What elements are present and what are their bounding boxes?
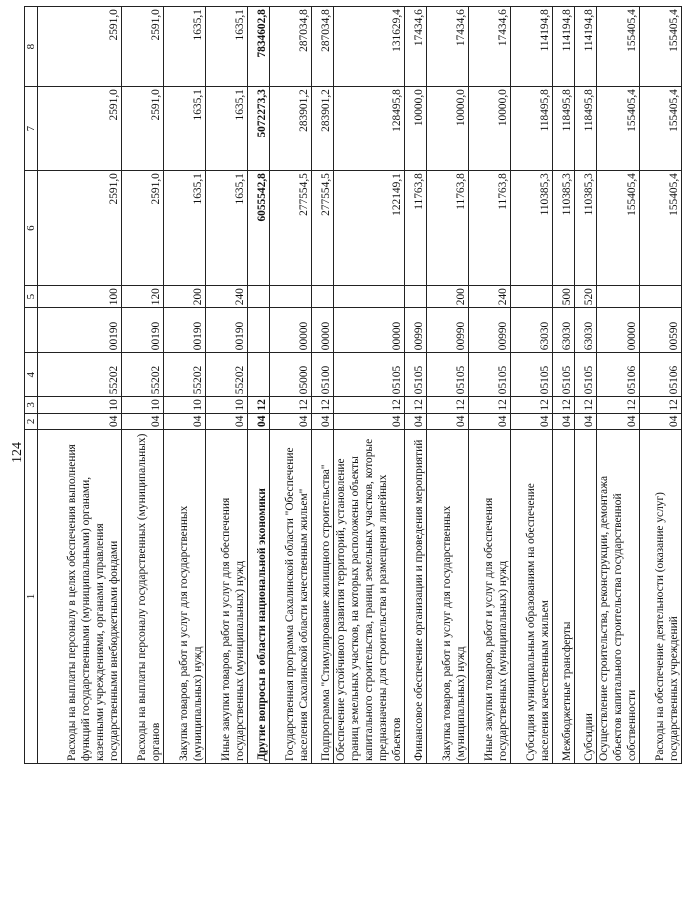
cell-pr: 12 <box>575 397 597 413</box>
cell-name: Другие вопросы в области национальной экономики <box>248 430 270 764</box>
cell-v7: 10000,0 <box>405 87 427 171</box>
cell-v6: 122149,1 <box>334 171 405 286</box>
cell-v6: 155405,4 <box>640 171 682 286</box>
cell-v8: 155405,4 <box>597 7 640 87</box>
cell-v8: 2591,0 <box>122 7 164 87</box>
table-row <box>640 7 682 764</box>
cell-pr: 12 <box>597 397 640 413</box>
cell-v7: 118495,8 <box>511 87 553 171</box>
cell-pr: 12 <box>511 397 553 413</box>
cell-v8: 114194,8 <box>511 7 553 87</box>
column-header: 1 <box>25 430 38 764</box>
cell-pr: 10 <box>38 397 122 413</box>
cell-csr1: 55202 <box>164 353 206 397</box>
cell-v6: 110385,3 <box>511 171 553 286</box>
cell-v7: 283901,2 <box>270 87 312 171</box>
cell-v7: 10000,0 <box>427 87 469 171</box>
table-row <box>427 7 469 764</box>
cell-name: Подпрограмма "Стимулирование жилищного строительства" <box>312 430 334 764</box>
cell-v8: 114194,8 <box>553 7 575 87</box>
cell-v8: 1635,1 <box>206 7 248 87</box>
cell-rz: 04 <box>312 413 334 429</box>
cell-csr1 <box>248 353 270 397</box>
cell-v8: 17434,6 <box>427 7 469 87</box>
cell-rz: 04 <box>427 413 469 429</box>
cell-csr1: 05106 <box>640 353 682 397</box>
cell-csr1: 05105 <box>575 353 597 397</box>
cell-name: Закупка товаров, работ и услуг для государственных (муниципальных) нужд <box>164 430 206 764</box>
table-row <box>597 7 640 764</box>
cell-v6: 277554,5 <box>312 171 334 286</box>
cell-vr: 200 <box>427 286 469 308</box>
cell-vr <box>405 286 427 308</box>
cell-v8: 2591,0 <box>38 7 122 87</box>
cell-name: Расходы на выплаты персоналу в целях обеспечения выполнения функций государственными (муниципальными) органами, казенными учреждениями, органами управления государственными внебюджетными фондами <box>38 430 122 764</box>
cell-name: Обеспечение устойчивого развития территорий, установление границ земельных участков, на которых расположены объекты капитального строительства, границ земельных участков, которые предназначены для строительства и размещения линейных объектов <box>334 430 405 764</box>
cell-csr1: 05105 <box>511 353 553 397</box>
cell-v7: 10000,0 <box>469 87 511 171</box>
cell-name: Расходы на выплаты персоналу государственных (муниципальных) органов <box>122 430 164 764</box>
cell-pr: 10 <box>122 397 164 413</box>
cell-rz: 04 <box>511 413 553 429</box>
cell-pr: 12 <box>334 397 405 413</box>
cell-vr: 120 <box>122 286 164 308</box>
cell-rz: 04 <box>122 413 164 429</box>
cell-csr2: 63030 <box>511 308 553 353</box>
cell-vr <box>248 286 270 308</box>
cell-vr: 200 <box>164 286 206 308</box>
cell-pr: 12 <box>469 397 511 413</box>
cell-v7: 5072273,3 <box>248 87 270 171</box>
cell-v6: 6055542,8 <box>248 171 270 286</box>
cell-rz: 04 <box>270 413 312 429</box>
cell-csr2: 00000 <box>270 308 312 353</box>
cell-v6: 2591,0 <box>38 171 122 286</box>
cell-v8: 287034,8 <box>270 7 312 87</box>
cell-v8: 114194,8 <box>575 7 597 87</box>
cell-v8: 155405,4 <box>640 7 682 87</box>
cell-pr: 12 <box>405 397 427 413</box>
cell-v6: 1635,1 <box>206 171 248 286</box>
cell-csr2: 63030 <box>575 308 597 353</box>
table-body <box>38 7 682 764</box>
cell-pr: 12 <box>427 397 469 413</box>
cell-name: Расходы на обеспечение деятельности (оказание услуг) государственных учреждений <box>640 430 682 764</box>
table-row <box>38 7 122 764</box>
cell-name: Иные закупки товаров, работ и услуг для обеспечения государственных (муниципальных) нужд <box>469 430 511 764</box>
cell-vr: 100 <box>38 286 122 308</box>
column-header: 7 <box>25 87 38 171</box>
cell-csr2: 00190 <box>206 308 248 353</box>
cell-v7: 2591,0 <box>38 87 122 171</box>
cell-csr2: 00190 <box>164 308 206 353</box>
budget-table <box>24 6 682 764</box>
cell-v8: 131629,4 <box>334 7 405 87</box>
cell-rz: 04 <box>164 413 206 429</box>
column-header: 6 <box>25 171 38 286</box>
cell-vr <box>597 286 640 308</box>
cell-name: Межбюджетные трансферты <box>553 430 575 764</box>
table-row <box>575 7 597 764</box>
cell-vr <box>334 286 405 308</box>
cell-csr1: 05106 <box>597 353 640 397</box>
cell-rz: 04 <box>469 413 511 429</box>
cell-v7: 118495,8 <box>553 87 575 171</box>
table-row <box>334 7 405 764</box>
cell-pr: 12 <box>640 397 682 413</box>
cell-v6: 11763,8 <box>405 171 427 286</box>
cell-csr1: 05105 <box>334 353 405 397</box>
cell-v8: 287034,8 <box>312 7 334 87</box>
cell-name: Государственная программа Сахалинской области "Обеспечение населения Сахалинской области качественным жильем" <box>270 430 312 764</box>
cell-rz: 04 <box>405 413 427 429</box>
cell-pr: 12 <box>270 397 312 413</box>
cell-vr <box>640 286 682 308</box>
cell-rz: 04 <box>38 413 122 429</box>
cell-v8: 17434,6 <box>405 7 427 87</box>
cell-rz: 04 <box>248 413 270 429</box>
cell-csr1: 55202 <box>206 353 248 397</box>
cell-csr1: 05100 <box>312 353 334 397</box>
cell-v8: 17434,6 <box>469 7 511 87</box>
table-row <box>164 7 206 764</box>
cell-v7: 283901,2 <box>312 87 334 171</box>
cell-csr2: 00990 <box>469 308 511 353</box>
cell-v6: 155405,4 <box>597 171 640 286</box>
cell-pr: 10 <box>206 397 248 413</box>
cell-vr: 520 <box>575 286 597 308</box>
cell-csr2: 00990 <box>405 308 427 353</box>
cell-name: Осуществление строительства, реконструкции, демонтажа объектов капитального строительства государственной собственности <box>597 430 640 764</box>
cell-v6: 277554,5 <box>270 171 312 286</box>
cell-csr2: 00000 <box>597 308 640 353</box>
cell-v7: 155405,4 <box>640 87 682 171</box>
cell-csr1: 05105 <box>469 353 511 397</box>
cell-vr <box>270 286 312 308</box>
cell-csr1: 05105 <box>427 353 469 397</box>
cell-name: Иные закупки товаров, работ и услуг для обеспечения государственных (муниципальных) нужд <box>206 430 248 764</box>
table-row <box>405 7 427 764</box>
cell-rz: 04 <box>553 413 575 429</box>
cell-csr2: 00990 <box>427 308 469 353</box>
cell-name: Субсидия муниципальным образованиям на обеспечение населения качественным жильем <box>511 430 553 764</box>
column-header <box>25 308 38 353</box>
page-number: 124 <box>10 442 25 463</box>
cell-v6: 1635,1 <box>164 171 206 286</box>
cell-v6: 2591,0 <box>122 171 164 286</box>
cell-rz: 04 <box>575 413 597 429</box>
cell-v8: 7834602,8 <box>248 7 270 87</box>
cell-vr: 240 <box>206 286 248 308</box>
cell-csr1: 55202 <box>122 353 164 397</box>
column-header: 5 <box>25 286 38 308</box>
column-header: 8 <box>25 7 38 87</box>
cell-pr: 12 <box>553 397 575 413</box>
cell-vr: 500 <box>553 286 575 308</box>
cell-name: Финансовое обеспечение организации и проведения мероприятий <box>405 430 427 764</box>
cell-vr: 240 <box>469 286 511 308</box>
cell-v7: 128495,8 <box>334 87 405 171</box>
cell-v7: 1635,1 <box>164 87 206 171</box>
cell-rz: 04 <box>334 413 405 429</box>
cell-v6: 11763,8 <box>469 171 511 286</box>
cell-csr2: 00590 <box>640 308 682 353</box>
cell-csr1: 05105 <box>553 353 575 397</box>
cell-v7: 118495,8 <box>575 87 597 171</box>
column-header: 2 <box>25 413 38 429</box>
cell-csr2 <box>248 308 270 353</box>
table-row <box>553 7 575 764</box>
cell-v7: 155405,4 <box>597 87 640 171</box>
table-row <box>312 7 334 764</box>
cell-csr2: 00190 <box>122 308 164 353</box>
cell-csr2: 63030 <box>553 308 575 353</box>
cell-v6: 110385,3 <box>575 171 597 286</box>
table-row <box>248 7 270 764</box>
cell-csr2: 00000 <box>334 308 405 353</box>
cell-name: Субсидии <box>575 430 597 764</box>
table-row <box>206 7 248 764</box>
cell-csr1: 55202 <box>38 353 122 397</box>
cell-vr <box>511 286 553 308</box>
cell-v6: 110385,3 <box>553 171 575 286</box>
cell-rz: 04 <box>640 413 682 429</box>
cell-csr2: 00190 <box>38 308 122 353</box>
table-row <box>511 7 553 764</box>
cell-vr <box>312 286 334 308</box>
cell-csr1: 05000 <box>270 353 312 397</box>
cell-v6: 11763,8 <box>427 171 469 286</box>
cell-pr: 12 <box>248 397 270 413</box>
cell-rz: 04 <box>597 413 640 429</box>
cell-pr: 12 <box>312 397 334 413</box>
table-row <box>469 7 511 764</box>
table-row <box>270 7 312 764</box>
cell-v8: 1635,1 <box>164 7 206 87</box>
cell-pr: 10 <box>164 397 206 413</box>
column-header: 4 <box>25 353 38 397</box>
cell-v7: 2591,0 <box>122 87 164 171</box>
column-header: 3 <box>25 397 38 413</box>
cell-name: Закупка товаров, работ и услуг для государственных (муниципальных) нужд <box>427 430 469 764</box>
cell-csr1: 05105 <box>405 353 427 397</box>
cell-v7: 1635,1 <box>206 87 248 171</box>
header-row <box>25 7 38 764</box>
cell-csr2: 00000 <box>312 308 334 353</box>
cell-rz: 04 <box>206 413 248 429</box>
table-row <box>122 7 164 764</box>
